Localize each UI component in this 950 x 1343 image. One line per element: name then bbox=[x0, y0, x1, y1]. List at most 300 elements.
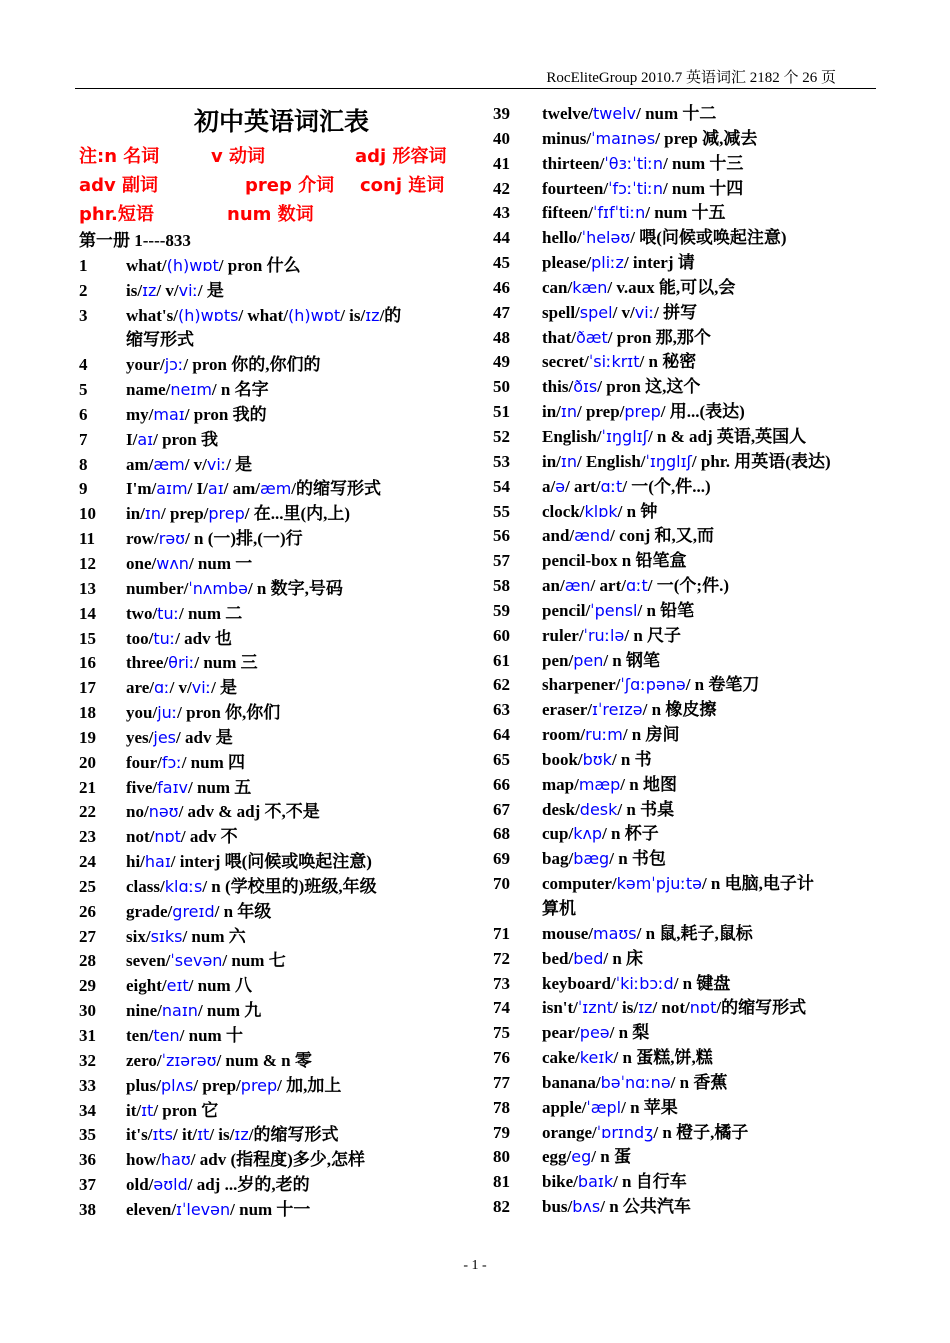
word-entry bbox=[493, 748, 888, 773]
entry-text: banana/ bbox=[542, 1072, 601, 1092]
phonetic: (h)wɒt bbox=[288, 305, 341, 325]
entry-text: no/ bbox=[126, 802, 149, 822]
entry-text: cup/ bbox=[542, 824, 574, 844]
entry-text: English/ bbox=[542, 426, 602, 446]
entry-text: twelve/ bbox=[542, 104, 593, 123]
word-entry bbox=[79, 428, 474, 453]
entry-text: pen/ bbox=[542, 650, 574, 670]
entry-number: 28 bbox=[79, 951, 96, 971]
word-entry bbox=[493, 326, 888, 351]
entry-text: / n 年级 bbox=[214, 901, 272, 921]
entry-number: 55 bbox=[493, 501, 510, 521]
entry-text: six/ bbox=[126, 926, 151, 946]
entry-text: / n 书桌 bbox=[617, 799, 675, 819]
entry-text: / prep/ bbox=[193, 1075, 241, 1095]
phonetic: ðɪs bbox=[573, 377, 598, 397]
entry-number: 7 bbox=[79, 429, 88, 449]
entry-text: / v.aux 能,可以,会 bbox=[607, 277, 736, 297]
entry-text: / num 十二 bbox=[636, 104, 717, 123]
phonetic: prep bbox=[208, 504, 245, 524]
phonetic: tuː bbox=[157, 603, 179, 623]
phonetic: θriː bbox=[168, 653, 195, 673]
word-entry bbox=[79, 900, 474, 925]
entry-text: bag/ bbox=[542, 849, 574, 869]
word-entry bbox=[79, 974, 474, 999]
entry-text: row/ bbox=[126, 529, 159, 549]
word-entry bbox=[79, 776, 474, 801]
entry-number: 14 bbox=[79, 603, 96, 623]
entry-text: pencil/ bbox=[542, 600, 591, 620]
entry-text: /的 bbox=[379, 305, 402, 325]
entry-text: eraser/ bbox=[542, 700, 593, 720]
word-entry bbox=[493, 102, 888, 127]
phonetic: maɪ bbox=[153, 404, 185, 424]
phonetic: əʊld bbox=[153, 1175, 188, 1195]
word-entry bbox=[79, 751, 474, 776]
word-entry bbox=[493, 574, 888, 599]
entry-text: please/ bbox=[542, 253, 592, 273]
entry-number: 60 bbox=[493, 625, 510, 645]
word-entry bbox=[493, 599, 888, 624]
word-entry bbox=[493, 624, 888, 649]
word-entry bbox=[79, 701, 474, 726]
entry-text: eight/ bbox=[126, 976, 167, 996]
entry-text: / n 苹果 bbox=[621, 1097, 678, 1117]
phonetic: klɒk bbox=[584, 501, 618, 521]
entry-number: 72 bbox=[493, 948, 510, 968]
phonetic: ˈsevən bbox=[170, 951, 223, 971]
phonetic: nəʊ bbox=[148, 802, 179, 822]
word-entry bbox=[79, 1049, 474, 1074]
entry-text: pencil-box n 铅笔盒 bbox=[542, 551, 687, 571]
entry-number: 61 bbox=[493, 650, 510, 670]
word-entry bbox=[79, 800, 474, 825]
entry-number: 31 bbox=[79, 1026, 96, 1045]
phonetic: ˈæpl bbox=[586, 1097, 622, 1117]
phonetic: sɪks bbox=[150, 926, 183, 946]
word-entry bbox=[79, 726, 474, 751]
word-entry bbox=[79, 875, 474, 900]
entry-text: not/ bbox=[126, 827, 155, 847]
legend-num: num 数词 bbox=[227, 204, 314, 225]
legend-prep: prep 介词 bbox=[245, 175, 335, 196]
entry-number: 70 bbox=[493, 874, 510, 894]
phonetic: greɪd bbox=[172, 901, 215, 921]
entry-text: desk/ bbox=[542, 799, 580, 819]
phonetic: keɪk bbox=[579, 1048, 614, 1068]
word-entry bbox=[493, 1121, 888, 1146]
entry-number: 29 bbox=[79, 976, 96, 996]
entry-text: / n 蛋 bbox=[591, 1147, 631, 1167]
word-entry bbox=[493, 375, 888, 400]
entry-text: / n (一)排,(一)行 bbox=[185, 529, 303, 549]
entry-text: / art/ bbox=[565, 476, 601, 496]
entry-text: / adv 是 bbox=[176, 727, 233, 747]
entry-number: 54 bbox=[493, 476, 510, 496]
entry-text: / 喂(问候或唤起注意) bbox=[630, 228, 787, 248]
entry-text: / num 十 bbox=[179, 1026, 243, 1045]
entry-text: / pron 这,这个 bbox=[597, 377, 701, 397]
entry-number: 39 bbox=[493, 104, 510, 123]
entry-number: 45 bbox=[493, 253, 510, 273]
entry-text: / adv 不 bbox=[180, 827, 238, 847]
phonetic: ˈpensl bbox=[590, 600, 638, 620]
entry-number: 62 bbox=[493, 675, 510, 695]
entry-number: 69 bbox=[493, 849, 510, 869]
entry-text: / n 数字,号码 bbox=[247, 578, 343, 598]
word-entry bbox=[493, 276, 888, 301]
word-entry bbox=[79, 502, 474, 527]
entry-text: / pron 那,那个 bbox=[607, 327, 711, 347]
phonetic: faɪv bbox=[157, 777, 189, 797]
entry-text: / n 橡皮擦 bbox=[642, 700, 717, 720]
entry-number: 2 bbox=[79, 280, 88, 300]
word-entry bbox=[493, 350, 888, 375]
phonetic: wʌn bbox=[156, 553, 189, 573]
phonetic: ˈnʌmbə bbox=[188, 578, 248, 598]
phonetic: plʌs bbox=[160, 1075, 194, 1095]
entry-text: / num 四 bbox=[181, 752, 245, 772]
entry-number: 74 bbox=[493, 998, 510, 1018]
entry-text: / n 卷笔刀 bbox=[685, 675, 760, 695]
entry-text: / prep/ bbox=[161, 504, 209, 524]
entry-text: how/ bbox=[126, 1150, 161, 1170]
entry-number: 24 bbox=[79, 852, 96, 872]
phonetic: ˈfɔːˈtiːn bbox=[608, 178, 663, 198]
entry-text: a/ bbox=[542, 476, 556, 496]
word-entry bbox=[493, 450, 888, 475]
entry-text: / v/ bbox=[169, 678, 192, 698]
entry-text: plus/ bbox=[126, 1075, 161, 1095]
entry-text: bed/ bbox=[542, 948, 574, 968]
phonetic: pen bbox=[573, 650, 604, 670]
entry-text: 缩写形式 bbox=[126, 330, 194, 350]
entry-text: / it/ bbox=[173, 1125, 198, 1145]
entry-number: 67 bbox=[493, 799, 510, 819]
entry-text: bike/ bbox=[542, 1172, 578, 1192]
phonetic: ɪn bbox=[144, 504, 161, 524]
word-entry bbox=[79, 1198, 474, 1223]
entry-number: 17 bbox=[79, 678, 96, 698]
phonetic: aɪm bbox=[156, 479, 188, 499]
entry-text: / pron 你的,你们的 bbox=[183, 355, 321, 375]
word-entry bbox=[79, 403, 474, 428]
entry-number: 43 bbox=[493, 203, 510, 223]
word-entry bbox=[493, 798, 888, 823]
entry-text: computer/ bbox=[542, 874, 617, 894]
phonetic: ɪz bbox=[638, 998, 653, 1018]
entry-text: apple/ bbox=[542, 1097, 587, 1117]
entry-text: / v/ bbox=[156, 280, 179, 300]
entry-text: two/ bbox=[126, 603, 158, 623]
phonetic: ˈθɜːˈtiːn bbox=[604, 153, 664, 173]
entry-text: this/ bbox=[542, 377, 574, 397]
entry-number: 38 bbox=[79, 1199, 96, 1219]
entry-text: ruler/ bbox=[542, 625, 584, 645]
entry-text: / num 七 bbox=[222, 951, 286, 971]
entry-text: / n 地图 bbox=[620, 774, 677, 794]
phonetic: mæp bbox=[578, 774, 621, 794]
entry-text: five/ bbox=[126, 777, 158, 797]
entry-number: 64 bbox=[493, 725, 510, 745]
word-entry bbox=[493, 698, 888, 723]
entry-number: 46 bbox=[493, 277, 510, 297]
phonetic: ɑː bbox=[154, 678, 170, 698]
phonetic: aɪ bbox=[137, 429, 154, 449]
entry-text: / n 自行车 bbox=[613, 1172, 687, 1192]
right-word-list bbox=[493, 102, 888, 1220]
phonetic: ˈruːlə bbox=[583, 625, 625, 645]
word-entry bbox=[79, 254, 474, 279]
word-entry bbox=[79, 279, 474, 304]
word-entry bbox=[493, 226, 888, 251]
entry-text: / 用...(表达) bbox=[660, 402, 745, 422]
word-entry bbox=[79, 477, 474, 502]
word-entry bbox=[493, 177, 888, 202]
phonetic: æm bbox=[153, 454, 185, 474]
word-entry bbox=[493, 301, 888, 326]
entry-number: 65 bbox=[493, 749, 510, 769]
entry-text: pear/ bbox=[542, 1023, 580, 1043]
entry-text: / num 五 bbox=[188, 777, 252, 797]
phonetic: bʌs bbox=[572, 1197, 601, 1217]
page-title: 初中英语词汇表 bbox=[193, 107, 369, 136]
word-entry bbox=[79, 577, 474, 602]
entry-text: map/ bbox=[542, 774, 579, 794]
entry-number: 36 bbox=[79, 1150, 96, 1170]
entry-text: / num 九 bbox=[197, 1001, 262, 1021]
entry-text: / n 橙子,橘子 bbox=[653, 1122, 749, 1142]
word-entry bbox=[79, 949, 474, 974]
entry-text: / is/ bbox=[209, 1125, 235, 1145]
entry-text: / n & adj 英语,英国人 bbox=[647, 426, 807, 446]
entry-number: 27 bbox=[79, 926, 96, 946]
entry-text: / 拼写 bbox=[654, 302, 698, 322]
entry-text: / 加,加上 bbox=[277, 1075, 342, 1095]
entry-number: 59 bbox=[493, 600, 510, 620]
entry-text: / 一(个,件...) bbox=[622, 476, 711, 496]
word-entry bbox=[79, 552, 474, 577]
entry-text: / num 三 bbox=[194, 653, 258, 673]
entry-text: grade/ bbox=[126, 901, 173, 921]
entry-text: I/ bbox=[126, 429, 138, 449]
entry-number: 49 bbox=[493, 352, 510, 372]
word-entry bbox=[79, 1173, 474, 1198]
entry-number: 22 bbox=[79, 802, 96, 822]
entry-text: / n 床 bbox=[603, 948, 644, 968]
entry-number: 42 bbox=[493, 178, 510, 198]
phonetic: pliːz bbox=[591, 253, 624, 273]
entry-number: 41 bbox=[493, 153, 510, 173]
word-entry bbox=[79, 1099, 474, 1124]
word-entry bbox=[493, 1096, 888, 1121]
entry-text: /的缩写形式 bbox=[248, 1125, 339, 1145]
entry-number: 68 bbox=[493, 824, 510, 844]
word-entry bbox=[79, 999, 474, 1024]
phonetic: ænd bbox=[574, 526, 611, 546]
entry-text: / n 秘密 bbox=[639, 352, 697, 372]
entry-text: / n 书包 bbox=[609, 849, 666, 869]
entry-text: / n 电脑,电子计 bbox=[701, 874, 814, 894]
legend-phr: phr.短语 bbox=[79, 204, 154, 225]
entry-text: in/ bbox=[126, 504, 145, 524]
phonetic: jes bbox=[153, 727, 177, 747]
entry-text: is/ bbox=[126, 280, 143, 300]
entry-text: / pron 什么 bbox=[218, 255, 301, 275]
entry-text: an/ bbox=[542, 576, 565, 596]
entry-text: isn't/ bbox=[542, 998, 578, 1018]
phonetic: ə bbox=[555, 476, 566, 496]
entry-text: / num 一 bbox=[188, 553, 253, 573]
phonetic: ɪn bbox=[560, 451, 577, 471]
entry-text: / n 钟 bbox=[617, 501, 658, 521]
word-entry bbox=[493, 822, 888, 847]
word-entry bbox=[493, 649, 888, 674]
entry-text: / n 铅笔 bbox=[637, 600, 695, 620]
word-entry bbox=[493, 773, 888, 798]
left-column bbox=[79, 102, 474, 1223]
entry-text: three/ bbox=[126, 653, 169, 673]
entry-number: 35 bbox=[79, 1125, 96, 1145]
entry-text: in/ bbox=[542, 451, 561, 471]
page-header: RocEliteGroup 2010.7 英语词汇 2182 个 26 页 bbox=[546, 70, 836, 86]
word-entry bbox=[493, 922, 888, 947]
word-entry bbox=[493, 897, 888, 922]
word-entry bbox=[79, 676, 474, 701]
phonetic: rəʊ bbox=[158, 529, 186, 549]
page-number: - 1 - bbox=[463, 1258, 487, 1273]
entry-text: / 是 bbox=[197, 280, 224, 300]
entry-text: minus/ bbox=[542, 128, 592, 148]
word-entry bbox=[493, 1021, 888, 1046]
entry-number: 32 bbox=[79, 1050, 96, 1070]
entry-text: / 是 bbox=[211, 678, 238, 698]
word-entry bbox=[79, 1148, 474, 1173]
entry-text: old/ bbox=[126, 1175, 154, 1195]
word-entry bbox=[79, 304, 474, 329]
entry-number: 80 bbox=[493, 1147, 510, 1167]
phonetic: tuː bbox=[153, 628, 176, 648]
entry-number: 50 bbox=[493, 377, 510, 397]
entry-text: your/ bbox=[126, 355, 165, 375]
entry-text: / n (学校里的)班级,年级 bbox=[202, 876, 377, 896]
phonetic: æm bbox=[260, 479, 292, 499]
entry-number: 13 bbox=[79, 578, 96, 598]
phonetic: ˈkiːbɔːd bbox=[615, 973, 674, 993]
phonetic: neɪm bbox=[170, 380, 212, 400]
phonetic: viː bbox=[178, 280, 198, 300]
entry-text: am/ bbox=[126, 454, 154, 474]
phonetic: ðæt bbox=[576, 327, 608, 347]
phonetic: ɪz bbox=[365, 305, 380, 325]
entry-text: / adv (指程度)多少,怎样 bbox=[190, 1150, 366, 1170]
phonetic: desk bbox=[579, 799, 618, 819]
phonetic: nɒt bbox=[154, 827, 181, 847]
entry-text: / pron 你,你们 bbox=[177, 703, 281, 723]
entry-text: spell/ bbox=[542, 302, 580, 322]
phonetic: ˈheləʊ bbox=[581, 228, 631, 248]
word-entry bbox=[493, 947, 888, 972]
entry-text: / 一(个;件.) bbox=[647, 576, 729, 596]
word-entry bbox=[493, 673, 888, 698]
entry-text: / what/ bbox=[238, 305, 289, 325]
word-entry bbox=[493, 524, 888, 549]
phonetic: eg bbox=[571, 1147, 592, 1167]
legend-row-2 bbox=[79, 171, 474, 200]
phonetic: ten bbox=[153, 1026, 180, 1045]
entry-text: / num & n 零 bbox=[216, 1050, 312, 1070]
phonetic: baɪk bbox=[577, 1172, 614, 1192]
phonetic: ɪts bbox=[152, 1125, 174, 1145]
legend-conj: conj 连词 bbox=[360, 175, 445, 196]
phonetic: nɒt bbox=[689, 998, 717, 1018]
entry-number: 40 bbox=[493, 128, 510, 148]
phonetic: viː bbox=[206, 454, 227, 474]
entry-text: / English/ bbox=[577, 451, 646, 471]
word-entry bbox=[79, 527, 474, 552]
word-entry bbox=[493, 872, 888, 897]
entry-text: thirteen/ bbox=[542, 153, 605, 173]
entry-text: / I/ bbox=[187, 479, 208, 499]
entry-text: clock/ bbox=[542, 501, 585, 521]
phonetic: ˈɪŋglɪʃ bbox=[601, 426, 648, 446]
entry-text: number/ bbox=[126, 578, 189, 598]
entry-text: can/ bbox=[542, 277, 573, 297]
phonetic: ɪz bbox=[142, 280, 157, 300]
entry-number: 53 bbox=[493, 451, 510, 471]
entry-text: / n 杯子 bbox=[602, 824, 659, 844]
entry-text: one/ bbox=[126, 553, 157, 573]
entry-number: 81 bbox=[493, 1172, 510, 1192]
entry-text: / n 名字 bbox=[211, 380, 269, 400]
entry-text: / n 梨 bbox=[609, 1023, 650, 1043]
entry-text: class/ bbox=[126, 876, 165, 896]
entry-number: 10 bbox=[79, 504, 96, 524]
entry-number: 34 bbox=[79, 1100, 96, 1120]
phonetic: kəmˈpjuːtə bbox=[616, 874, 702, 894]
entry-number: 20 bbox=[79, 752, 96, 772]
word-entry bbox=[493, 425, 888, 450]
entry-number: 26 bbox=[79, 901, 96, 921]
phonetic: eɪt bbox=[166, 976, 189, 996]
phonetic: peə bbox=[579, 1023, 610, 1043]
entry-text: / pron 我的 bbox=[184, 404, 267, 424]
entry-text: are/ bbox=[126, 678, 155, 698]
header-divider bbox=[75, 88, 876, 89]
word-entry bbox=[493, 400, 888, 425]
word-entry bbox=[79, 353, 474, 378]
phonetic: twelv bbox=[592, 104, 637, 123]
phonetic: bæg bbox=[573, 849, 610, 869]
legend-adv: adv 副词 bbox=[79, 175, 159, 196]
entry-number: 79 bbox=[493, 1122, 510, 1142]
legend-noun: 注:n 名词 bbox=[79, 146, 160, 167]
word-entry bbox=[493, 475, 888, 500]
entry-text: / adv 也 bbox=[175, 628, 232, 648]
entry-number: 33 bbox=[79, 1075, 96, 1095]
entry-text: I'm/ bbox=[126, 479, 157, 499]
phonetic: ɪˈreɪzə bbox=[592, 700, 643, 720]
entry-number: 5 bbox=[79, 380, 88, 400]
entry-text: / phr. 用英语(表达) bbox=[691, 451, 831, 471]
word-entry bbox=[79, 378, 474, 403]
entry-text: / n 蛋糕,饼,糕 bbox=[613, 1048, 713, 1068]
entry-text: keyboard/ bbox=[542, 973, 616, 993]
legend-row-1 bbox=[79, 142, 474, 171]
entry-text: / prep/ bbox=[577, 402, 625, 422]
word-entry bbox=[493, 723, 888, 748]
entry-text: fourteen/ bbox=[542, 178, 609, 198]
